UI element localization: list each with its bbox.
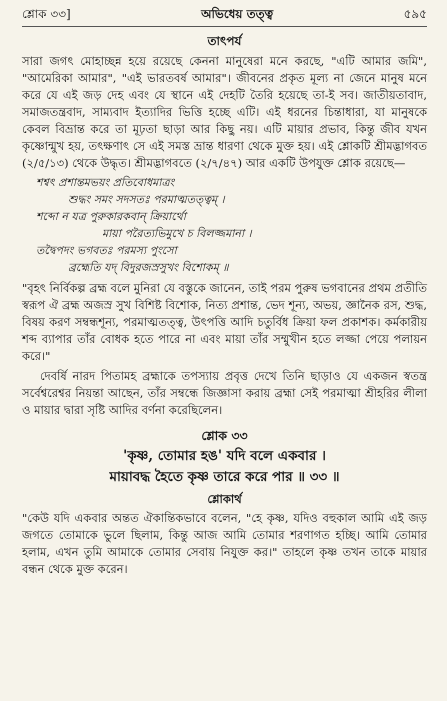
shloka-line-1: 'কৃষ্ণ, তোমার হঙ' যদি বলে একবার । (123, 448, 326, 464)
shloka-heading: শ্লোক ৩৩ (201, 428, 248, 443)
purport-paragraph-3: দেবর্ষি নারদ পিতামহ ব্রহ্মাকে তপস্যায় প্রবৃত্ত দেখে তিনি ছাড়াও যে একজন স্বতন্ত্র সর্বেশ্বরেশ্বর নিয়ন্তা আছেন, তাঁর সম্বন্ধে জিজ্ঞাসা করায় ব্রহ্মা সেই পরমাত্মা শ্রীহরির লীলা ও মায়ার দ্বারা সৃষ্টি আদির বর্ণনা করেছিলেন। (22, 369, 427, 417)
verse-line: তদ্বৈপদং ভগবতঃ পরমস্য পুংসো (36, 244, 177, 257)
running-header (22, 6, 427, 27)
translation-heading: শ্লোকার্থ (207, 492, 242, 506)
purport-heading: তাৎপর্য (207, 34, 242, 48)
purport-paragraph-1: সারা জগৎ মোহাচ্ছন্ন হয়ে রয়েছে কেননা মানুষেরা মনে করছে, "এটি আমার জমি", "আমেরিকা আমার", "এই ভারতবর্ষ আমার"। জীবনের প্রকৃত মূল্য না জেনে মানুষ মনে করে যে এই জড় দেহ এবং যে স্থানে এই দেহটি তৈরি হয়েছে তা-ই সব। জাতীয়তাবাদ, সমাজতন্ত্রবাদ, সাম্যবাদ ইত্যাদির ভিত্তি হচ্ছে এটি। এই ধরনের চিন্তাধারা, যা মানুষকে কেবল বিভ্রান্ত করে তা মূঢ়তা ছাড়া আর কিছু নয়। এটি মায়ার প্রভাব, কিন্তু জীব যখন কৃষ্ণোন্মুখ হয়, তৎক্ষণাৎ সে এই সমস্ত ভ্রান্ত ধারণা থেকে মুক্ত হয়। এই শ্লোকটি শ্রীমদ্ভাগবত (২/৫/১৩) থেকে উদ্ধৃত। শ্রীমদ্ভাগবতে (২/৭/৪৭) আর একটি উপযুক্ত শ্লোক রয়েছে— (22, 54, 427, 170)
translation-text: "কেউ যদি একবার অন্তত ঐকান্তিকভাবে বলেন, "হে কৃষ্ণ, যদিও বহুকাল আমি এই জড় জগতে তোমাকে ভুলে ছিলাম, কিন্তু আজ আমি তোমার শরণাগত হচ্ছি। আমি তোমার হলাম, এখন তুমি আমাকে তোমার সেবায় নিযুক্ত কর।" তাহলে কৃষ্ণ তখন তাকে মায়ার বন্ধন থেকে মুক্ত করেন। (22, 511, 427, 576)
sanskrit-verse (36, 174, 427, 276)
verse-line: শব্দো ন যত্র পুরুকারকবান্ ক্রিয়ার্থো (36, 210, 186, 223)
header-chapter-title: অভিধেয় তত্ত্ব (201, 7, 274, 21)
header-verse-ref: শ্লোক ৩৩] (22, 7, 71, 21)
verse-line: মায়া পরৈত্যভিমুখে চ বিলজ্জমানা । (102, 227, 252, 240)
purport-paragraph-2: "বৃহৎ নির্বিকল্প ব্রহ্ম বলে মুনিরা যে বস্তুকে জানেন, তাই পরম পুরুষ ভগবানের প্রথম প্রতীতি স্বরূপ ঐ ব্রহ্ম অজস্র সুখ বিশিষ্ট বিশোক, নিত্য প্রশান্ত, ভেদ শূন্য, অভয়, জ্ঞানৈক রস, শুদ্ধ, বিষয় করণ সম্বন্ধশূন্য, পরমাত্মতত্ত্ব, উৎপত্তি আদি চতুর্বিধ ক্রিয়া ফল প্রকাশক। কর্মকারীয় শব্দ ব্যাপার তাঁর বোধক হতে পারে না এবং মায়া তাঁর সম্মুখীন হতে লজ্জা পেয়ে পলায়ন করে।" (22, 281, 427, 363)
page-number: ৫৯৫ (403, 7, 427, 21)
verse-line: শুদ্ধং সমং সদসতঃ পরমাত্মতত্ত্বম্ । (68, 193, 225, 206)
shloka-line-2: মায়াবদ্ধ হৈতে কৃষ্ণ তারে করে পার ॥ ৩৩ ॥ (109, 469, 340, 485)
verse-line: শশ্বৎ প্রশান্তমভয়ং প্রতিবোধমাত্রং (36, 176, 175, 189)
verse-line: ব্রহ্মেতি যদ্ বিদুরজস্রসুখং বিশোকম্ ॥ (68, 261, 229, 274)
